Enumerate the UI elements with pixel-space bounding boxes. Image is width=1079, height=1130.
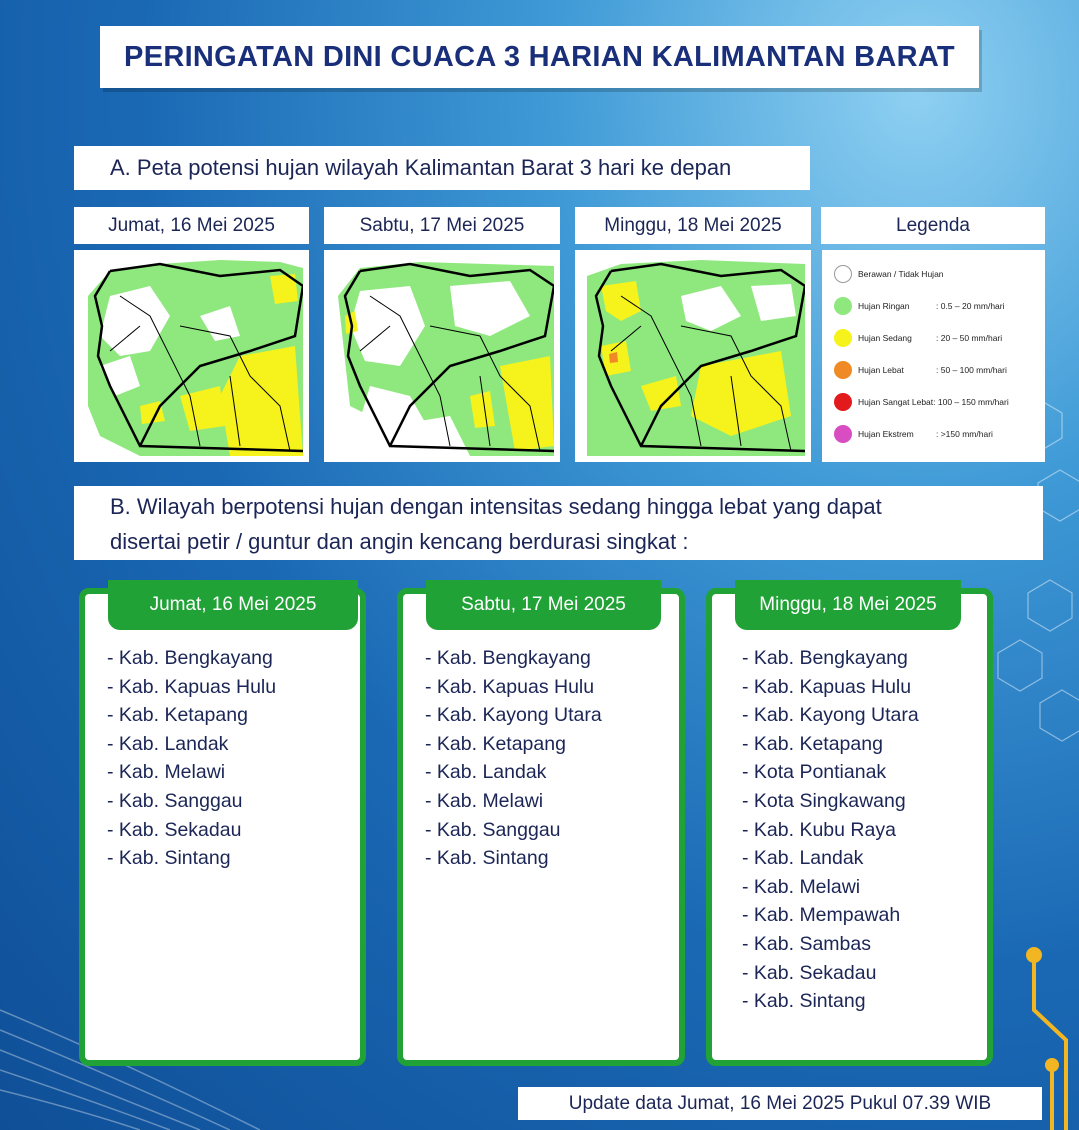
list-item: - Kota Pontianak: [742, 761, 887, 784]
list-item: - Kab. Sekadau: [107, 818, 242, 841]
list-item: - Kab. Kubu Raya: [742, 818, 896, 841]
list-item: - Kab. Sambas: [742, 932, 871, 955]
list-item: - Kab. Kapuas Hulu: [107, 675, 277, 698]
list-item: - Kab. Ketapang: [742, 732, 883, 755]
list-item: - Kab. Sanggau: [107, 789, 243, 812]
list-item: - Kab. Sekadau: [742, 961, 877, 984]
card-date-header-3: Minggu, 18 Mei 2025: [735, 580, 961, 630]
legend-swatch: [834, 393, 852, 411]
list-item: - Kab. Mempawah: [742, 904, 901, 927]
legend-item-label: Hujan Ekstrem: [858, 429, 914, 439]
legend-item-range: : 50 – 100 mm/hari: [936, 365, 1007, 375]
legend-swatch: [834, 425, 852, 443]
list-item: - Kab. Sanggau: [425, 818, 561, 841]
list-item: - Kab. Landak: [742, 847, 864, 870]
list-item: - Kab. Bengkayang: [742, 647, 908, 669]
legend-item-range: : 20 – 50 mm/hari: [936, 333, 1003, 343]
list-item: - Kab. Kayong Utara: [742, 704, 919, 727]
legend-item-heavy-rain: [834, 361, 1007, 379]
list-item: - Kab. Kayong Utara: [425, 704, 602, 727]
section-b-line-1: B. Wilayah berpotensi hujan dengan intensitas sedang hingga lebat yang dapat: [110, 494, 882, 519]
list-item: - Kab. Kapuas Hulu: [425, 675, 595, 698]
legend-swatch: [834, 329, 852, 347]
legend-item-range: : 100 – 150 mm/hari: [933, 397, 1009, 407]
legend-item-label: Berawan / Tidak Hujan: [858, 269, 944, 279]
legend-item-label: Hujan Sedang: [858, 333, 912, 343]
legend-item-extreme-rain: [834, 425, 993, 443]
region-card-day-2: [397, 588, 685, 1066]
legend-swatch: [834, 265, 852, 283]
update-timestamp: Update data Jumat, 16 Mei 2025 Pukul 07.39 WIB: [518, 1087, 1042, 1120]
list-item: - Kab. Sintang: [425, 847, 549, 870]
legend-item-label: Hujan Ringan: [858, 301, 910, 311]
legend-item-light-rain: [834, 297, 1005, 315]
list-item: - Kab. Melawi: [742, 875, 861, 898]
region-list: [742, 644, 919, 1016]
page-title: PERINGATAN DINI CUACA 3 HARIAN KALIMANTAN BARAT: [100, 26, 979, 88]
map-date-header-3: Minggu, 18 Mei 2025: [575, 207, 811, 244]
list-item: - Kab. Sintang: [742, 990, 866, 1013]
region-list: [107, 644, 276, 873]
legend-swatch: [834, 297, 852, 315]
list-item: - Kab. Ketapang: [107, 704, 248, 727]
list-item: - Kab. Sintang: [107, 847, 231, 870]
rain-map-day-1: [74, 250, 309, 462]
map-date-header-1: Jumat, 16 Mei 2025: [74, 207, 309, 244]
legend-item-label: Hujan Sangat Lebat: [858, 397, 934, 407]
list-item: - Kota Singkawang: [742, 789, 906, 812]
card-date-header-2: Sabtu, 17 Mei 2025: [426, 580, 661, 630]
list-item: - Kab. Melawi: [425, 789, 544, 812]
legend-panel: [822, 250, 1045, 462]
section-b-heading: [74, 486, 1043, 560]
region-list: [425, 644, 602, 873]
rain-map-day-3: [575, 250, 811, 462]
legend-item-label: Hujan Lebat: [858, 365, 904, 375]
legend-item-moderate-rain: [834, 329, 1002, 347]
section-a-heading: A. Peta potensi hujan wilayah Kalimantan Barat 3 hari ke depan: [74, 146, 810, 190]
list-item: - Kab. Ketapang: [425, 732, 566, 755]
map-date-header-2: Sabtu, 17 Mei 2025: [324, 207, 560, 244]
legend-item-range: : 0.5 – 20 mm/hari: [936, 301, 1005, 311]
region-card-day-3: [706, 588, 993, 1066]
region-card-day-1: [79, 588, 366, 1066]
rain-map-image: [330, 256, 554, 456]
legend-title: Legenda: [821, 207, 1045, 244]
list-item: - Kab. Melawi: [107, 761, 226, 784]
legend-swatch: [834, 361, 852, 379]
card-date-header-1: Jumat, 16 Mei 2025: [108, 580, 358, 630]
rain-map-image: [581, 256, 805, 456]
rain-map-image: [80, 256, 303, 456]
list-item: - Kab. Kapuas Hulu: [742, 675, 912, 698]
rain-map-day-2: [324, 250, 560, 462]
section-b-line-2: disertai petir / guntur dan angin kencang berdurasi singkat :: [110, 529, 689, 554]
list-item: - Kab. Bengkayang: [107, 647, 273, 669]
list-item: - Kab. Landak: [107, 732, 229, 755]
legend-item-very-heavy-rain: [834, 393, 1009, 411]
list-item: - Kab. Landak: [425, 761, 547, 784]
list-item: - Kab. Bengkayang: [425, 647, 591, 669]
legend-item-range: : >150 mm/hari: [936, 429, 993, 439]
legend-item-cloudy: [834, 265, 944, 283]
